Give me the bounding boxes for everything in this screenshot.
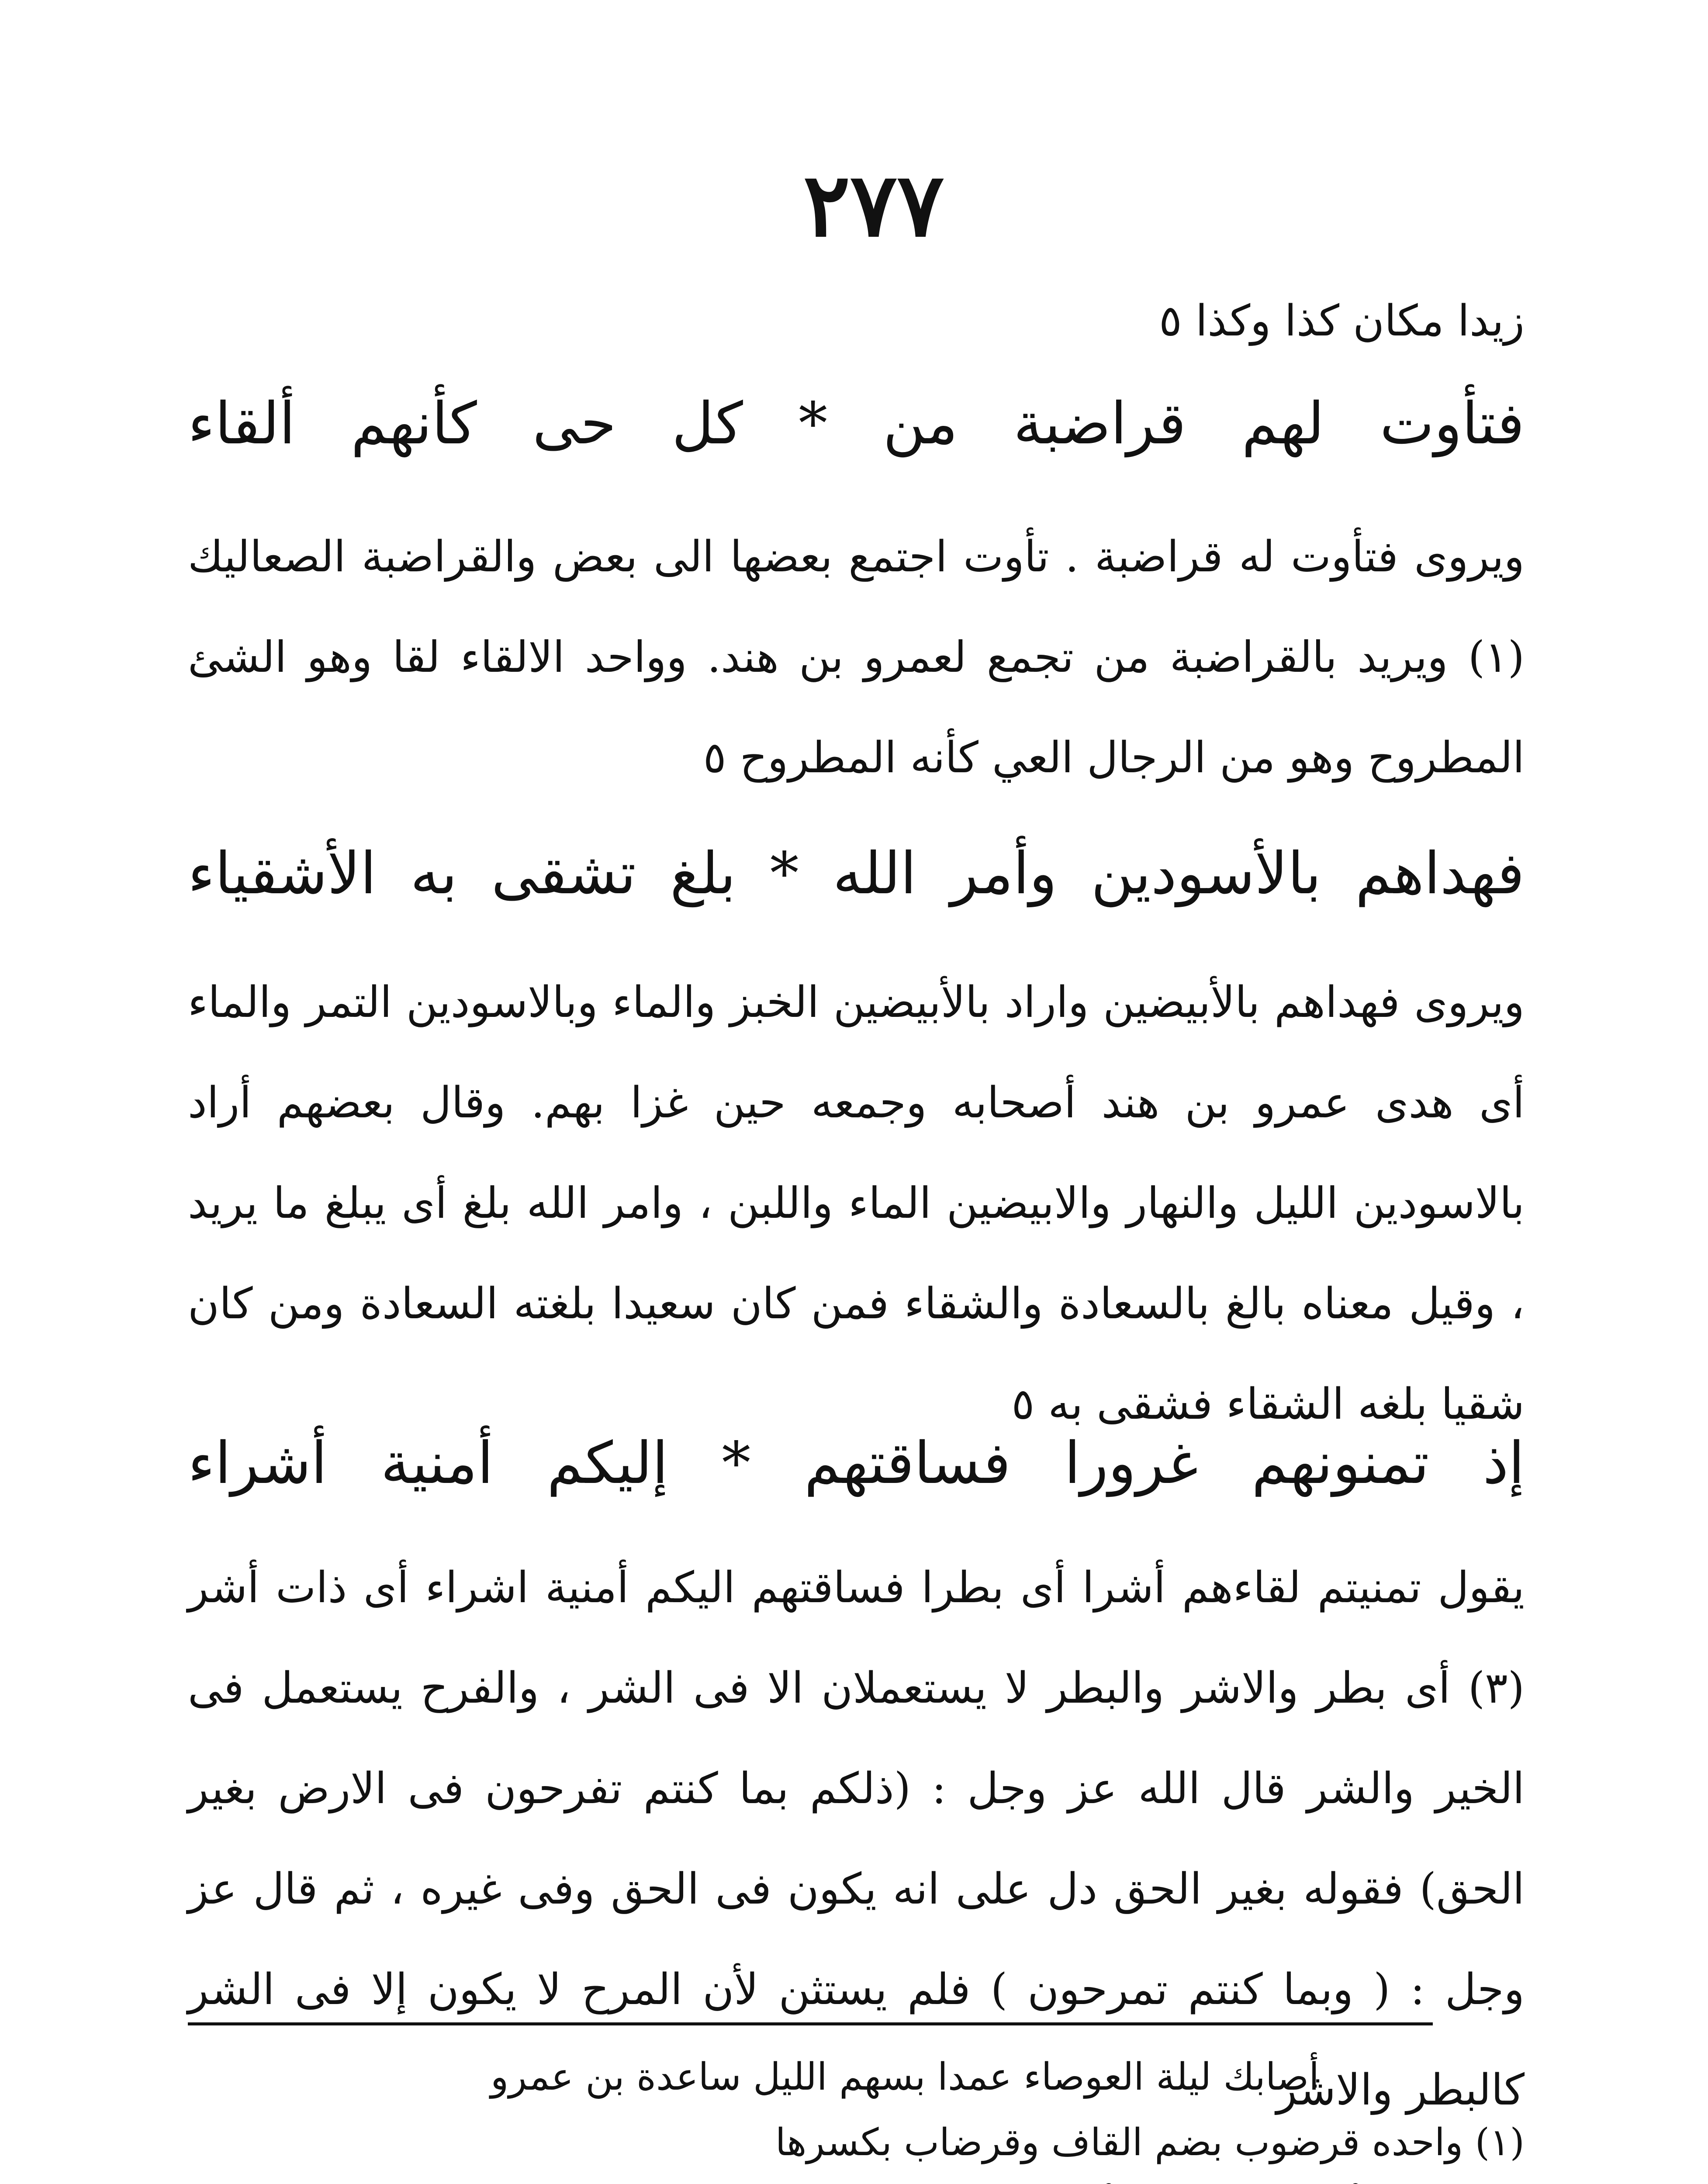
intro-line: زيدا مكان كذا وكذا ٥ [1159,296,1525,346]
commentary-1: ويروى فتأوت له قراضبة . تأوت اجتمع بعضها الى بعض والقراضبة الصعاليك (١) ويريد بالقراضبة من تجمع لعمرو بن هند. وواحد الالقاء لقا وهو الشئ المطروح وهو من الرجال العي كأنه المطروح ٥ [188,532,1525,783]
verse-1: فتأوت لهم قراضبة من * كل حى كأنهم ألقاء [188,390,1525,457]
footnote-verse: أصابك ليلة العوصاء عمدا بسهم الليل ساعدة بن عمرو [490,2055,1319,2099]
verse-2: فهداهم بالأسودين وأمر الله * بلغ تشقى به الأشقياء [188,840,1525,907]
page-number: ٢٧٧ [803,154,944,256]
verse-3: إذ تمنونهم غرورا فساقتهم * إليكم أمنية أشراء [188,1430,1525,1497]
commentary-2: ويروى فهداهم بالأبيضين واراد بالأبيضين الخبز والماء وبالاسودين التمر والماء أى هدى عمرو بن هند أصحابه وجمعه حين غزا بهم. وقال بعضهم أراد بالاسودين الليل والنهار والابيضين الماء واللبن ، وامر الله بلغ أى يبلغ ما يريد ، وقيل معناه بالغ بالسعادة والشقاء فمن كان سعيدا بلغته السعادة ومن كان شقيا بلغه الشقاء فشقى به ٥ [188,978,1525,1429]
footnotes [188,2044,1525,2184]
footnote-divider [188,2022,1433,2025]
footnote-1: (١) واحده قرضوب بضم القاف وقرضاب بكسرها [775,2121,1525,2164]
commentary-3: يقول تمنيتم لقاءهم أشرا أى بطرا فساقتهم اليكم أمنية اشراء أى ذات أشر (٣) أى بطر والاشر والبطر لا يستعملان الا فى الشر ، والفرح يستعمل فى الخير والشر قال الله عز وجل : (ذلكم بما كنتم تفرحون فى الارض بغير الحق) فقوله بغير الحق دل على انه يكون فى الحق وفى غيره ، ثم قال عز وجل : ( وبما كنتم تمرحون ) فلم يستثن لأن المرح لا يكون إلا فى الشر كالبطر والاشر [188,1563,1525,2115]
footnote-2 [188,2175,1525,2184]
